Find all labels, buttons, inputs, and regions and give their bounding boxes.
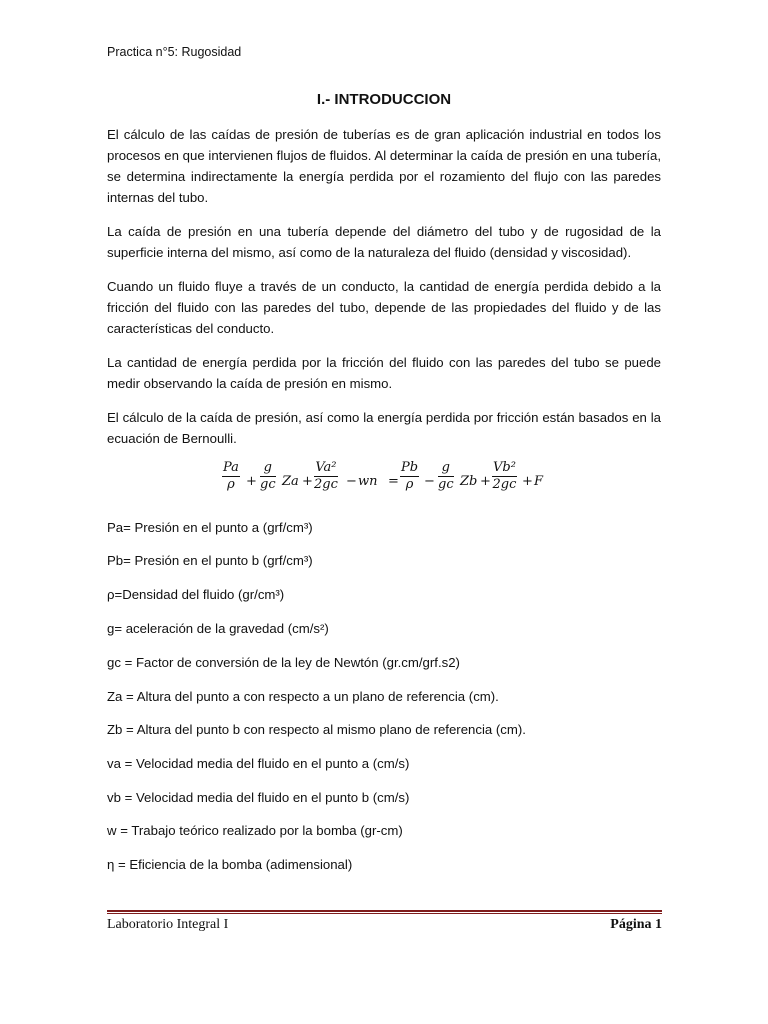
eq-term-g-gc-a: $\frac{g}{gc}$	[260, 460, 276, 492]
definition-gc: gc = Factor de conversión de la ley de Newtón (gr.cm/grf.s2)	[107, 655, 460, 670]
definition-pb: Pb= Presión en el punto b (grf/cm³)	[107, 553, 313, 568]
eq-term-g-gc-b: $\frac{g}{gc}$	[438, 460, 454, 492]
page-header: Practica n°5: Rugosidad	[107, 45, 242, 59]
footer-page-number: Página 1	[610, 917, 662, 932]
footer-rule-thin	[107, 913, 662, 914]
definition-za: Za = Altura del punto a con respecto a un plano de referencia (cm).	[107, 689, 499, 704]
definition-eta: η = Eficiencia de la bomba (adimensional)	[107, 857, 353, 872]
eq-term-pa-rho: $\frac{Pa}{\rho}$	[223, 460, 239, 492]
definition-w: w = Trabajo teórico realizado por la bomba (gr-cm)	[107, 823, 403, 838]
definition-vb: vb = Velocidad media del fluido en el punto b (cm/s)	[107, 790, 410, 805]
footer-lab-name: Laboratorio Integral I	[107, 917, 229, 932]
bernoulli-equation: $\frac{Pa}{\rho}$ + $\frac{g}{gc}$ Za + $\frac{\text{Va²}}{2gc}$ − wn = $\frac{Pb}{\rho}$ − $\frac{g}{gc}$ Zb + $\frac{\text{Vb²}}{2gc}$ + F	[223, 460, 544, 492]
eq-term-pb-rho: $\frac{Pb}{\rho}$	[401, 460, 419, 492]
definition-va: va = Velocidad media del fluido en el punto a (cm/s)	[107, 756, 410, 771]
paragraph: El cálculo de la caída de presión, así como la energía perdida por fricción están basados en la ecuación de Bernoulli.	[107, 410, 661, 446]
section-title: I.- INTRODUCCION	[316, 91, 452, 108]
paragraph: La caída de presión en una tubería depende del diámetro del tubo y de rugosidad de la superficie interna del mismo, así como de la naturaleza del fluido (densidad y viscosidad).	[107, 224, 661, 260]
footer-rule	[107, 910, 662, 912]
paragraph: El cálculo de las caídas de presión de tuberías es de gran aplicación industrial en todos los procesos en que intervienen flujos de fluidos. Al determinar la caída de presión en una tubería, se determina indirectamente la energía perdida por el rozamiento del flujo con las paredes internas del tubo.	[107, 127, 661, 205]
eq-term-vb2: $\frac{\text{Vb²}}{2gc}$	[492, 460, 517, 492]
definition-g: g= aceleración de la gravedad (cm/s²)	[107, 621, 329, 636]
paragraph: La cantidad de energía perdida por la fricción del fluido con las paredes del tubo se puede medir observando la caída de presión en mismo.	[107, 355, 661, 391]
definition-zb: Zb = Altura del punto b con respecto al mismo plano de referencia (cm).	[107, 722, 526, 737]
definition-pa: Pa= Presión en el punto a (grf/cm³)	[107, 520, 313, 535]
definition-rho: ρ=Densidad del fluido (gr/cm³)	[107, 587, 285, 602]
eq-term-va2: $\frac{\text{Va²}}{2gc}$	[314, 460, 338, 492]
paragraph: Cuando un fluido fluye a través de un conducto, la cantidad de energía perdida debido a la fricción del fluido con las paredes del tubo, depende de las propiedades del fluido y de las características del conducto.	[107, 279, 661, 336]
